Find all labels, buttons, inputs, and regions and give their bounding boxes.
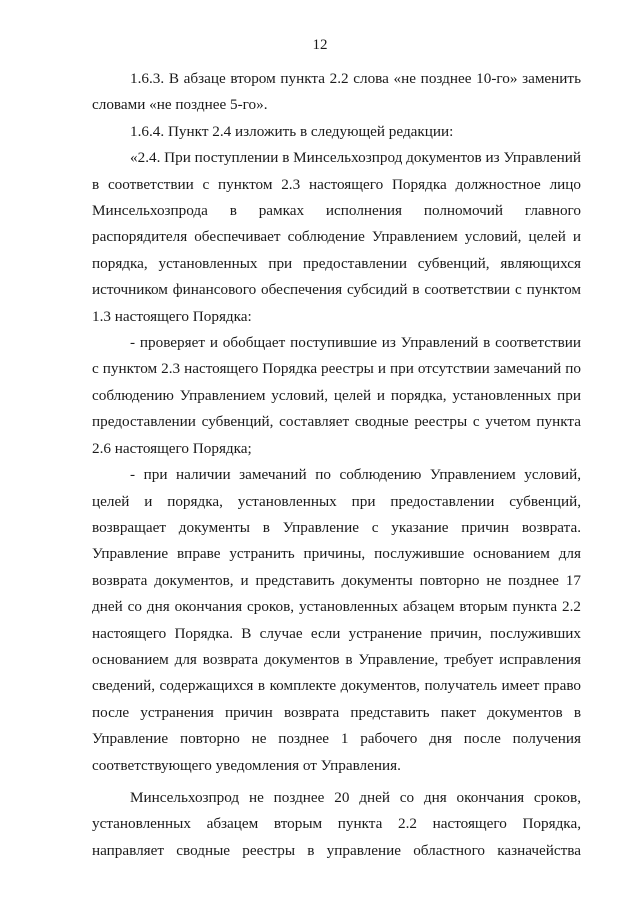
paragraph-1-6-3: 1.6.3. В абзаце втором пункта 2.2 слова «не позднее 10-го» заменить словами «не позднее 5-го». — [92, 70, 581, 114]
paragraph-2-4: «2.4. При поступлении в Минсельхозпрод документов из Управлений в соответствии с пунктом 2.3 настоящего Порядка должностное лицо Минсельхозпрода в рамках исполнения полномочий главного распорядителя обеспечивает соблюдение Управлением условий, целей и порядка, установленных при предоставлении субвенций, являющихся источником финансового обеспечения субсидий в соответствии с пунктом 1.3 настоящего Порядка: — [92, 149, 581, 325]
document-body — [92, 66, 581, 864]
paragraph-remarks-return: - при наличии замечаний по соблюдению Управлением условий, целей и порядка, установленных при предоставлении субвенций, возвращает документы в Управление с указание причин возврата. Управление вправе устранить причины, послужившие основанием для возврата документов, и представить документы повторно не позднее 17 дней со дня окончания сроков, установленных абзацем вторым пункта 2.2 настоящего Порядка. В случае если устранение причин, послуживших основанием для возврата документов в Управление, требует исправления сведений, содержащихся в комплекте документов, получатель имеет право после устранения причин возврата представить пакет документов в Управление повторно не позднее 1 рабочего дня после получения соответствующего уведомления от Управления. — [92, 466, 581, 774]
page-number: 12 — [312, 37, 328, 53]
paragraph-minselkhozprod-sends: Минсельхозпрод не позднее 20 дней со дня окончания сроков, установленных абзацем вторым пункта 2.2 настоящего Порядка, направляет сводные реестры в управление областного казначейства — [92, 788, 581, 859]
paragraph-1-6-4: 1.6.4. Пункт 2.4 изложить в следующей редакции: — [130, 122, 454, 140]
paragraph-checks-registries: - проверяет и обобщает поступившие из Управлений в соответствии с пунктом 2.3 настоящего Порядка реестры и при отсутствии замечаний по соблюдению Управлением условий, целей и порядка, установленных при предоставлении субвенций, составляет сводные реестры с учетом пункта 2.6 настоящего Порядка; — [92, 334, 581, 457]
